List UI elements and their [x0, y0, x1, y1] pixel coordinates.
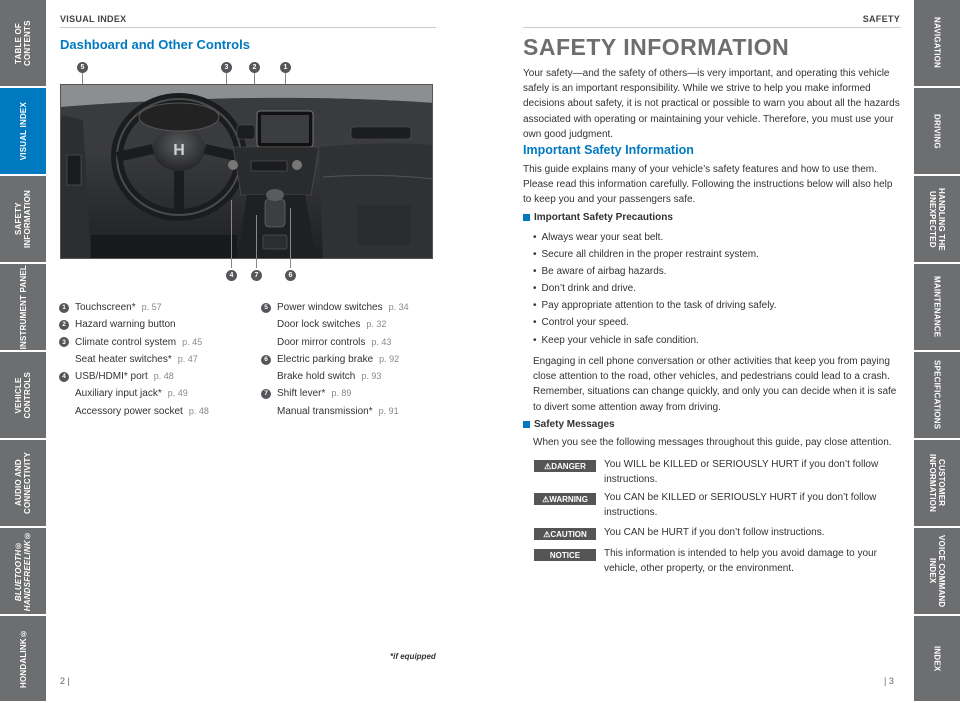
- page-ref-link[interactable]: p. 92: [379, 353, 400, 364]
- intro-paragraph: Your safety—and the safety of others—is very important, and operating this vehicle safely is an important responsibility. While we strive to help you make informed decisions about safety, it is not practical or possible to warn you about all the hazards associated with operating or maintaining your vehicle. Therefore, you must use your own good judgment.: [523, 68, 900, 140]
- bullet-square-icon: [523, 421, 530, 428]
- tab-vehicle-controls[interactable]: VEHICLE CONTROLS: [0, 352, 46, 440]
- tab-customer-information[interactable]: CUSTOMER INFORMATION: [914, 440, 960, 528]
- bullet-square-icon: [523, 214, 530, 221]
- list-item: • Don’t drink and drive.: [533, 280, 776, 297]
- legend-number: 5: [261, 303, 271, 313]
- legend-number: 6: [261, 355, 271, 365]
- running-head-left: VISUAL INDEX: [60, 14, 127, 24]
- legend-item: [59, 368, 209, 385]
- callout-1: 1: [280, 62, 291, 73]
- list-item: • Always wear your seat belt.: [533, 229, 776, 246]
- tab-visual-index[interactable]: VISUAL INDEX: [0, 88, 46, 176]
- tab-safety-information[interactable]: SAFETY INFORMATION: [0, 176, 46, 264]
- svg-text:H: H: [173, 142, 185, 159]
- list-item: • Secure all children in the proper restraint system.: [533, 246, 776, 263]
- messages-heading: Safety Messages: [523, 419, 615, 430]
- dashboard-photo: [60, 84, 433, 259]
- messages-intro: When you see the following messages throughout this guide, pay close attention.: [533, 437, 892, 448]
- tab-table-of-contents[interactable]: TABLE OF CONTENTS: [0, 0, 46, 88]
- legend-label: Auxiliary input jack*: [75, 388, 162, 400]
- legend-item: [59, 403, 209, 420]
- callout-6: 6: [285, 270, 296, 281]
- legend-label: USB/HDMI* port: [75, 371, 148, 383]
- tab-instrument-panel[interactable]: INSTRUMENT PANEL: [0, 264, 46, 352]
- legend-label: Climate control system: [75, 336, 177, 348]
- danger-text: You WILL be KILLED or SERIOUSLY HURT if you don’t follow instructions.: [604, 459, 879, 485]
- footnote: *if equipped: [390, 652, 436, 661]
- legend-item: [59, 351, 209, 368]
- page-ref-link[interactable]: p. 43: [371, 336, 392, 347]
- page-ref-link[interactable]: p. 34: [388, 302, 409, 312]
- legend-item: [261, 351, 409, 368]
- legend-column-1: [59, 299, 209, 420]
- leader-line: [290, 208, 291, 268]
- legend-label: Accessory power socket: [75, 405, 183, 417]
- caution-badge: ⚠CAUTION: [534, 528, 596, 540]
- page-ref-link[interactable]: p. 45: [182, 336, 203, 347]
- page-ref-link[interactable]: p. 47: [177, 353, 198, 364]
- legend-number: 7: [261, 389, 271, 399]
- tab-audio-connectivity[interactable]: AUDIO AND CONNECTIVITY: [0, 440, 46, 528]
- right-tab-strip: [914, 0, 960, 703]
- page-ref-link[interactable]: p. 93: [361, 371, 382, 382]
- legend-label: Shift lever*: [277, 388, 326, 400]
- tab-navigation[interactable]: NAVIGATION: [914, 0, 960, 88]
- tab-driving[interactable]: DRIVING: [914, 88, 960, 176]
- page-ref-link[interactable]: p. 89: [331, 388, 352, 399]
- tab-bluetooth-handsfreelink[interactable]: BLUETOOTH® HANDSFREELINK®: [0, 528, 46, 616]
- tab-specifications[interactable]: SPECIFICATIONS: [914, 352, 960, 440]
- page-title-dashboard: Dashboard and Other Controls: [60, 37, 250, 52]
- notice-text: This information is intended to help you avoid damage to your vehicle, other property, or the environment.: [604, 548, 877, 574]
- precautions-list: [533, 229, 776, 349]
- section-paragraph: This guide explains many of your vehicle’s safety features and how to use them. Please read this information carefully. Following the instructions below will also help to keep you and your passengers safe.: [523, 164, 893, 206]
- tab-handling-unexpected[interactable]: HANDLING THE UNEXPECTED: [914, 176, 960, 264]
- legend-item: [59, 316, 209, 333]
- tab-maintenance[interactable]: MAINTENANCE: [914, 264, 960, 352]
- tab-voice-command-index[interactable]: VOICE COMMAND INDEX: [914, 528, 960, 616]
- section-heading: Important Safety Information: [523, 143, 694, 157]
- precautions-heading: Important Safety Precautions: [523, 212, 673, 223]
- page-ref-link[interactable]: p. 48: [153, 371, 174, 382]
- legend-item: [261, 368, 409, 385]
- legend-column-2: [261, 299, 409, 420]
- legend-number: 3: [59, 337, 69, 347]
- callout-3: 3: [221, 62, 232, 73]
- list-item: • Pay appropriate attention to the task of driving safely.: [533, 297, 776, 314]
- list-item: • Keep your vehicle in safe condition.: [533, 332, 776, 349]
- legend-item: [261, 385, 409, 402]
- page-ref-link[interactable]: p. 49: [167, 388, 188, 399]
- legend-item: [261, 334, 409, 351]
- engaging-paragraph: Engaging in cell phone conversation or other activities that keep you from paying close attention to the road, other vehicles, and pedestrians could lead to a crash. Remember, situations can change quickly, and only you can decide when it is safe to divert some attention away from driving.: [533, 356, 897, 413]
- legend-item: [261, 403, 409, 420]
- leader-line: [256, 215, 257, 268]
- header-rule-left: [60, 27, 436, 28]
- page-ref-link[interactable]: p. 91: [378, 405, 399, 416]
- page-ref-link[interactable]: p. 32: [366, 319, 387, 330]
- page-ref-link[interactable]: p. 48: [188, 405, 209, 416]
- warning-badge: ⚠WARNING: [534, 493, 596, 505]
- legend-label: Manual transmission*: [277, 405, 373, 417]
- running-head-right: SAFETY: [862, 14, 900, 24]
- page-ref-link[interactable]: p. 57: [141, 302, 162, 312]
- legend-number: 1: [59, 303, 69, 313]
- callout-2: 2: [249, 62, 260, 73]
- legend-label: Touchscreen*: [75, 302, 136, 313]
- notice-badge: NOTICE: [534, 549, 596, 561]
- page-number-left: 2 |: [60, 676, 70, 686]
- legend-number: 2: [59, 320, 69, 330]
- legend-label: Seat heater switches*: [75, 353, 172, 365]
- legend-item: [59, 385, 209, 402]
- legend-item: [261, 299, 409, 316]
- legend-item: [59, 299, 209, 316]
- legend-label: Hazard warning button: [75, 319, 176, 331]
- legend-label: Door mirror controls: [277, 336, 366, 348]
- callout-7: 7: [251, 270, 262, 281]
- page-number-right: | 3: [884, 676, 894, 686]
- page-title-safety: SAFETY INFORMATION: [523, 34, 790, 60]
- callout-5: 5: [77, 62, 88, 73]
- legend-label: Brake hold switch: [277, 371, 356, 383]
- legend-label: Electric parking brake: [277, 353, 374, 365]
- legend-label: Power window switches: [277, 302, 383, 313]
- caution-text: You CAN be HURT if you don’t follow instructions.: [604, 527, 825, 538]
- legend-item: [59, 334, 209, 351]
- danger-badge: ⚠DANGER: [534, 460, 596, 472]
- leader-line: [231, 200, 232, 268]
- legend-item: [261, 316, 409, 333]
- legend-number: 4: [59, 372, 69, 382]
- left-tab-strip: [0, 0, 46, 703]
- header-rule-right: [523, 27, 901, 28]
- tab-index[interactable]: INDEX: [914, 616, 960, 703]
- legend-label: Door lock switches: [277, 319, 361, 331]
- dashboard-illustration: [61, 85, 433, 259]
- list-item: • Be aware of airbag hazards.: [533, 263, 776, 280]
- list-item: • Control your speed.: [533, 314, 776, 331]
- callout-4: 4: [226, 270, 237, 281]
- tab-hondalink[interactable]: HONDALINK®: [0, 616, 46, 703]
- warning-text: You CAN be KILLED or SERIOUSLY HURT if you don’t follow instructions.: [604, 492, 877, 518]
